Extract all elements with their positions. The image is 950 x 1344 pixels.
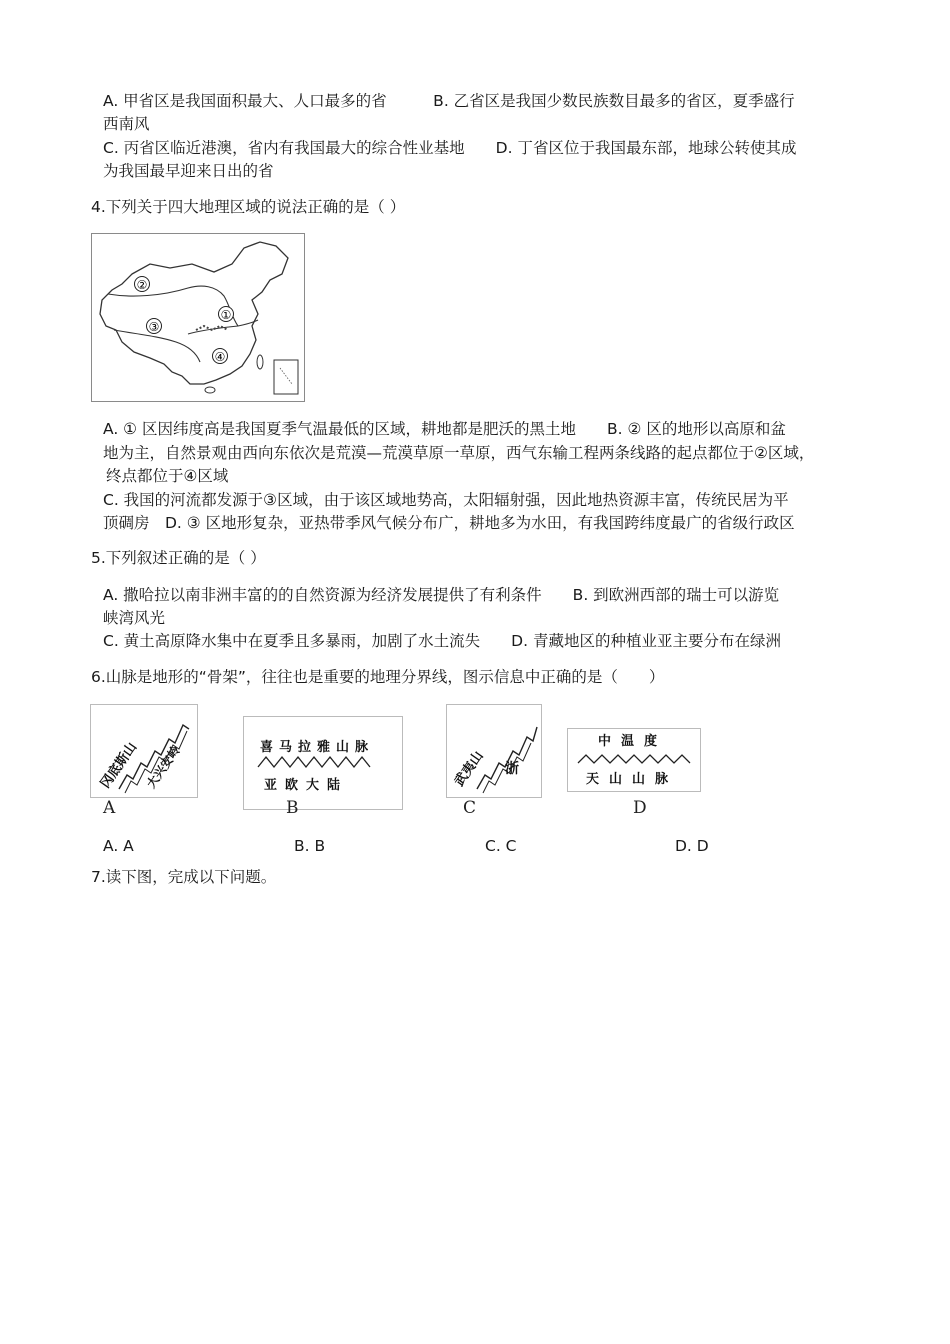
q5-stem: 5.下列叙述正确的是（ ）	[91, 549, 266, 567]
figure-a-label: A	[103, 798, 116, 818]
q4-option-line-5: 顶碉房 D. ③ 区地形复杂，亚热带季风气候分布广，耕地多为水田，有我国跨纬度最广的省级行政区	[103, 514, 795, 532]
figure-c-text-2: 浙	[505, 761, 519, 777]
figure-d-label: D	[633, 798, 647, 818]
region-text-1: ①	[220, 308, 232, 322]
region-text-2: ②	[136, 278, 148, 292]
figure-b-text-1: 喜马拉雅山脉	[260, 740, 375, 755]
figure-c-label: C	[463, 798, 477, 818]
q5-option-line-1: A. 撒哈拉以南非洲丰富的的自然资源为经济发展提供了有利条件 B. 到欧洲西部的瑞士可以游览	[103, 586, 780, 604]
figure-d-text-2: 天山山脉	[586, 772, 679, 787]
q6-option-d: D. D	[675, 837, 709, 855]
figure-a-text-2: 大兴安岭	[143, 743, 183, 791]
mountain-ridge-d	[578, 755, 690, 763]
figure-d-text-1: 中温度	[598, 734, 668, 749]
region-text-4: ④	[214, 350, 226, 364]
hainan-island	[205, 387, 215, 393]
china-outline	[100, 242, 288, 384]
q4-option-line-3: 终点都位于④区域	[106, 467, 229, 485]
q3-option-line-1: A. 甲省区是我国面积最大、人口最多的省 B. 乙省区是我国少数民族数目最多的省区，夏季盛行	[103, 92, 795, 110]
q3-option-line-3: C. 丙省区临近港澳，省内有我国最大的综合性业基地 D. 丁省区位于我国最东部，地球公转使其成	[103, 139, 797, 157]
q4-option-line-2: 地为主，自然景观由西向东依次是荒漠—荒漠草原一草原，西气东输工程两条线路的起点都位于②区域，	[103, 444, 815, 462]
q6-option-c: C. C	[485, 837, 517, 855]
figure-b-text-2: 亚欧大陆	[264, 778, 349, 793]
q4-option-line-1: A. ① 区因纬度高是我国夏季气温最低的区域，耕地都是肥沃的黑土地 B. ② 区的地形以高原和盆	[103, 420, 786, 438]
q5-option-line-2: 峡湾风光	[103, 609, 166, 627]
china-regions-map	[91, 233, 305, 402]
figure-d	[567, 728, 701, 792]
mountain-ridge-b	[258, 757, 370, 767]
q6-option-b: B. B	[294, 837, 326, 855]
china-map-svg	[92, 234, 304, 401]
q4-stem: 4.下列关于四大地理区域的说法正确的是（ ）	[91, 198, 406, 216]
q5-option-line-3: C. 黄土高原降水集中在夏季且多暴雨，加剧了水土流失 D. 青藏地区的种植业亚主要分布在绿洲	[103, 632, 781, 650]
q6-stem: 6.山脉是地形的“骨架”，往往也是重要的地理分界线，图示信息中正确的是（ ）	[91, 668, 665, 686]
q3-option-line-4: 为我国最早迎来日出的省	[103, 162, 274, 180]
figure-b-label: B	[286, 798, 299, 818]
taiwan-island	[257, 355, 263, 369]
q4-option-line-4: C. 我国的河流都发源于③区域，由于该区域地势高，太阳辐射强，因此地热资源丰富，传统民居为平	[103, 491, 789, 509]
figure-b	[243, 716, 403, 810]
figure-a	[90, 704, 198, 798]
q3-option-line-2: 西南风	[103, 115, 150, 133]
figure-c	[446, 704, 542, 798]
figure-a-text-1: 冈底斯山	[97, 740, 141, 792]
q7-stem: 7.读下图，完成以下问题。	[91, 868, 277, 886]
region-text-3: ③	[148, 320, 160, 334]
boundary-northwest	[108, 286, 238, 326]
q6-option-a: A. A	[103, 837, 134, 855]
south-china-sea-inset	[274, 360, 298, 394]
figure-c-text-1: 武夷山	[451, 748, 487, 790]
